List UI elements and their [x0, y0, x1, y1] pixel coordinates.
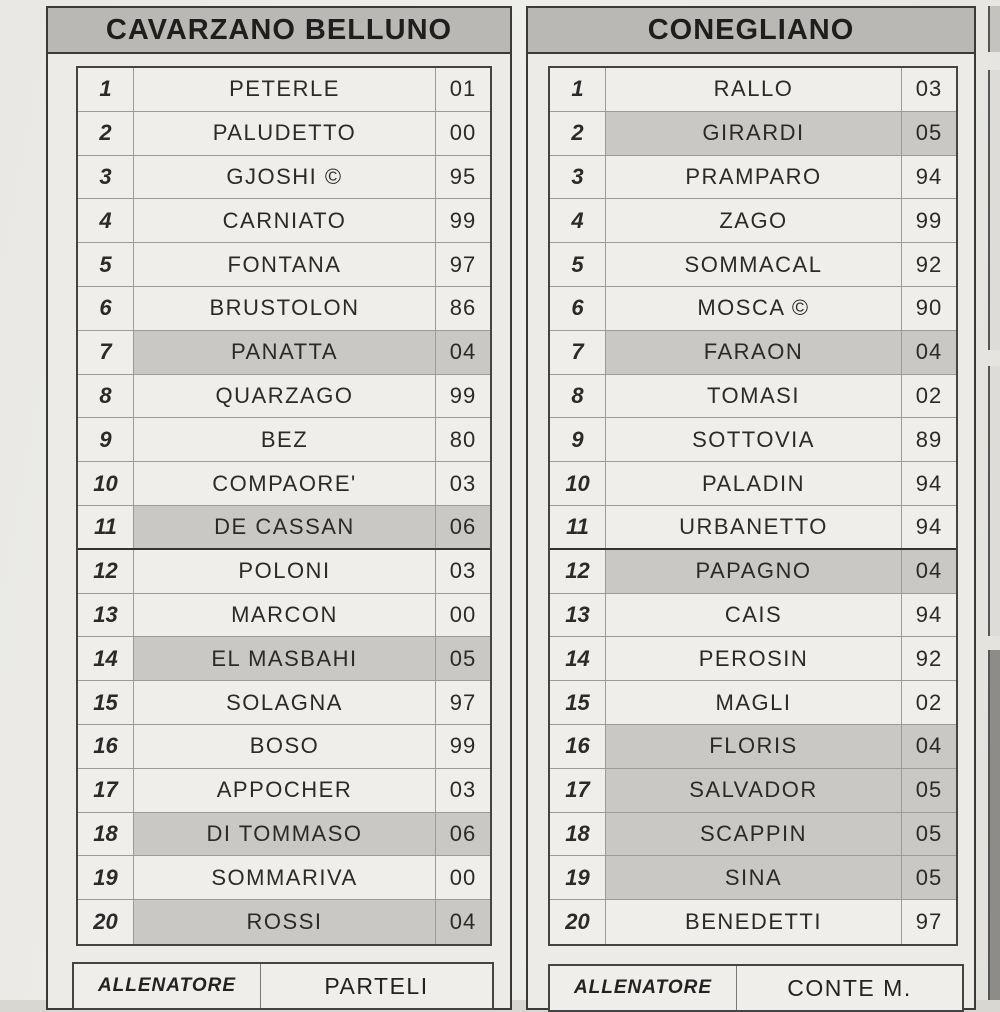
- coach-name: PARTELI: [324, 972, 429, 999]
- roster-table: [548, 66, 958, 946]
- player-number: 9: [78, 418, 134, 461]
- player-row: [78, 418, 490, 462]
- player-number: 3: [78, 156, 134, 199]
- player-number: 12: [550, 550, 606, 593]
- player-name: CARNIATO: [134, 199, 436, 242]
- player-row: [78, 112, 490, 156]
- player-name: MARCON: [134, 594, 436, 637]
- player-row: [78, 287, 490, 331]
- player-row: [78, 550, 490, 594]
- player-number: 4: [550, 199, 606, 242]
- player-birth-year: 05: [902, 769, 956, 812]
- player-number: 8: [550, 375, 606, 418]
- player-row: [78, 375, 490, 419]
- player-birth-year: 94: [915, 163, 943, 189]
- player-number: 10: [550, 462, 606, 505]
- player-row: [550, 725, 956, 769]
- player-row: [550, 418, 956, 462]
- player-birth-year: 00: [449, 601, 477, 627]
- player-number: 19: [78, 856, 134, 899]
- player-row: [550, 681, 956, 725]
- player-name: PETERLE: [134, 68, 436, 111]
- player-row: [78, 462, 490, 506]
- coach-row: [72, 962, 494, 1010]
- player-number: 10: [78, 462, 134, 505]
- player-number: 16: [550, 725, 606, 768]
- player-number: 1: [78, 68, 134, 111]
- player-name: ROSSI: [134, 900, 436, 944]
- player-birth-year: 02: [915, 382, 943, 408]
- player-birth-year: 04: [436, 900, 490, 944]
- player-row: [550, 156, 956, 200]
- coach-label: ALLENATORE: [550, 966, 737, 1010]
- coach-label: ALLENATORE: [74, 964, 261, 1008]
- player-birth-year: 80: [449, 426, 477, 452]
- player-number: 19: [550, 856, 606, 899]
- player-birth-year: 97: [449, 251, 477, 277]
- player-row: [78, 199, 490, 243]
- player-row: [78, 681, 490, 725]
- player-name: FARAON: [606, 331, 902, 374]
- player-birth-year: 00: [449, 120, 477, 146]
- player-number: 17: [550, 769, 606, 812]
- player-row: [550, 462, 956, 506]
- player-name: EL MASBAHI: [134, 637, 436, 680]
- player-number: 2: [550, 112, 606, 155]
- player-name: RALLO: [606, 68, 902, 111]
- player-row: [550, 856, 956, 900]
- team-panel-away: [526, 6, 976, 1010]
- player-row: [78, 594, 490, 638]
- player-birth-year: 04: [902, 725, 956, 768]
- player-name: FONTANA: [134, 243, 436, 286]
- coach-row: [548, 964, 964, 1012]
- player-row: [78, 856, 490, 900]
- player-number: 12: [78, 550, 134, 593]
- player-name: PALUDETTO: [134, 112, 436, 155]
- player-birth-year: 06: [436, 506, 490, 548]
- player-number: 1: [550, 68, 606, 111]
- player-number: 7: [78, 331, 134, 374]
- player-name: PRAMPARO: [606, 156, 902, 199]
- player-name: PANATTA: [134, 331, 436, 374]
- player-birth-year: 89: [915, 426, 943, 452]
- player-birth-year: 95: [449, 163, 477, 189]
- player-row: [550, 813, 956, 857]
- player-number: 4: [78, 199, 134, 242]
- player-row: [78, 813, 490, 857]
- player-birth-year: 03: [449, 470, 477, 496]
- player-name: SALVADOR: [606, 769, 902, 812]
- player-name: PEROSIN: [606, 637, 902, 680]
- player-row: [78, 506, 490, 550]
- player-birth-year: 94: [915, 513, 943, 539]
- player-number: 14: [550, 637, 606, 680]
- player-birth-year: 01: [449, 76, 477, 102]
- player-birth-year: 99: [449, 733, 477, 759]
- player-name: QUARZAGO: [134, 375, 436, 418]
- player-row: [550, 112, 956, 156]
- player-birth-year: 03: [449, 558, 477, 584]
- player-number: 20: [78, 900, 134, 944]
- player-birth-year: 05: [902, 112, 956, 155]
- player-name: FLORIS: [606, 725, 902, 768]
- player-row: [78, 68, 490, 112]
- player-number: 11: [550, 506, 606, 548]
- player-row: [78, 637, 490, 681]
- player-birth-year: 04: [902, 331, 956, 374]
- player-number: 20: [550, 900, 606, 944]
- player-number: 13: [550, 594, 606, 637]
- player-row: [78, 331, 490, 375]
- player-name: TOMASI: [606, 375, 902, 418]
- player-birth-year: 94: [915, 470, 943, 496]
- team-name: CONEGLIANO: [528, 8, 974, 54]
- player-number: 9: [550, 418, 606, 461]
- player-row: [550, 243, 956, 287]
- player-name: SCAPPIN: [606, 813, 902, 856]
- player-birth-year: 04: [902, 550, 956, 593]
- player-number: 5: [550, 243, 606, 286]
- player-name: MAGLI: [606, 681, 902, 724]
- player-birth-year: 05: [902, 813, 956, 856]
- player-name: PALADIN: [606, 462, 902, 505]
- player-number: 7: [550, 331, 606, 374]
- player-name: ZAGO: [606, 199, 902, 242]
- player-birth-year: 02: [915, 689, 943, 715]
- player-name: APPOCHER: [134, 769, 436, 812]
- player-birth-year: 97: [449, 689, 477, 715]
- player-name: COMPAORE': [134, 462, 436, 505]
- player-row: [78, 725, 490, 769]
- player-row: [550, 594, 956, 638]
- player-row: [550, 550, 956, 594]
- adjacent-sheet-edge: [988, 6, 1000, 52]
- adjacent-sheet-edge: [988, 366, 1000, 636]
- player-birth-year: 92: [915, 251, 943, 277]
- coach-name: CONTE M.: [787, 974, 912, 1001]
- player-birth-year: 06: [436, 813, 490, 856]
- player-birth-year: 05: [902, 856, 956, 899]
- player-birth-year: 92: [915, 645, 943, 671]
- player-name: GIRARDI: [606, 112, 902, 155]
- player-number: 17: [78, 769, 134, 812]
- player-row: [78, 769, 490, 813]
- player-number: 6: [78, 287, 134, 330]
- player-name: URBANETTO: [606, 506, 902, 548]
- team-panel-home: [46, 6, 512, 1010]
- player-birth-year: 97: [915, 909, 943, 935]
- player-row: [550, 199, 956, 243]
- player-birth-year: 00: [449, 864, 477, 890]
- player-number: 6: [550, 287, 606, 330]
- player-birth-year: 99: [915, 207, 943, 233]
- player-row: [550, 637, 956, 681]
- player-name: BRUSTOLON: [134, 287, 436, 330]
- player-name: SOTTOVIA: [606, 418, 902, 461]
- player-row: [550, 287, 956, 331]
- player-number: 16: [78, 725, 134, 768]
- player-birth-year: 05: [436, 637, 490, 680]
- player-row: [78, 156, 490, 200]
- player-name: POLONI: [134, 550, 436, 593]
- player-name: CAIS: [606, 594, 902, 637]
- player-name: SOMMARIVA: [134, 856, 436, 899]
- player-name: GJOSHI ©: [134, 156, 436, 199]
- player-birth-year: 03: [449, 777, 477, 803]
- player-row: [78, 900, 490, 944]
- player-birth-year: 86: [449, 295, 477, 321]
- player-number: 15: [78, 681, 134, 724]
- adjacent-sheet-edge: [988, 70, 1000, 350]
- player-name: SINA: [606, 856, 902, 899]
- team-name: CAVARZANO BELLUNO: [48, 8, 510, 54]
- player-name: SOLAGNA: [134, 681, 436, 724]
- player-name: PAPAGNO: [606, 550, 902, 593]
- player-row: [550, 375, 956, 419]
- player-row: [550, 506, 956, 550]
- player-name: BOSO: [134, 725, 436, 768]
- player-number: 18: [78, 813, 134, 856]
- player-name: BEZ: [134, 418, 436, 461]
- player-birth-year: 99: [449, 207, 477, 233]
- player-name: DE CASSAN: [134, 506, 436, 548]
- player-number: 13: [78, 594, 134, 637]
- player-name: BENEDETTI: [606, 900, 902, 944]
- player-row: [550, 900, 956, 944]
- player-number: 5: [78, 243, 134, 286]
- player-number: 15: [550, 681, 606, 724]
- player-birth-year: 99: [449, 382, 477, 408]
- player-birth-year: 03: [915, 76, 943, 102]
- player-number: 11: [78, 506, 134, 548]
- player-row: [78, 243, 490, 287]
- player-row: [550, 68, 956, 112]
- player-row: [550, 769, 956, 813]
- player-birth-year: 94: [915, 601, 943, 627]
- player-number: 14: [78, 637, 134, 680]
- player-number: 8: [78, 375, 134, 418]
- roster-table: [76, 66, 492, 946]
- player-name: SOMMACAL: [606, 243, 902, 286]
- adjacent-sheet-edge: [988, 650, 1000, 1000]
- player-birth-year: 90: [915, 295, 943, 321]
- player-name: MOSCA ©: [606, 287, 902, 330]
- player-number: 18: [550, 813, 606, 856]
- player-number: 3: [550, 156, 606, 199]
- player-number: 2: [78, 112, 134, 155]
- player-name: DI TOMMASO: [134, 813, 436, 856]
- player-row: [550, 331, 956, 375]
- player-birth-year: 04: [436, 331, 490, 374]
